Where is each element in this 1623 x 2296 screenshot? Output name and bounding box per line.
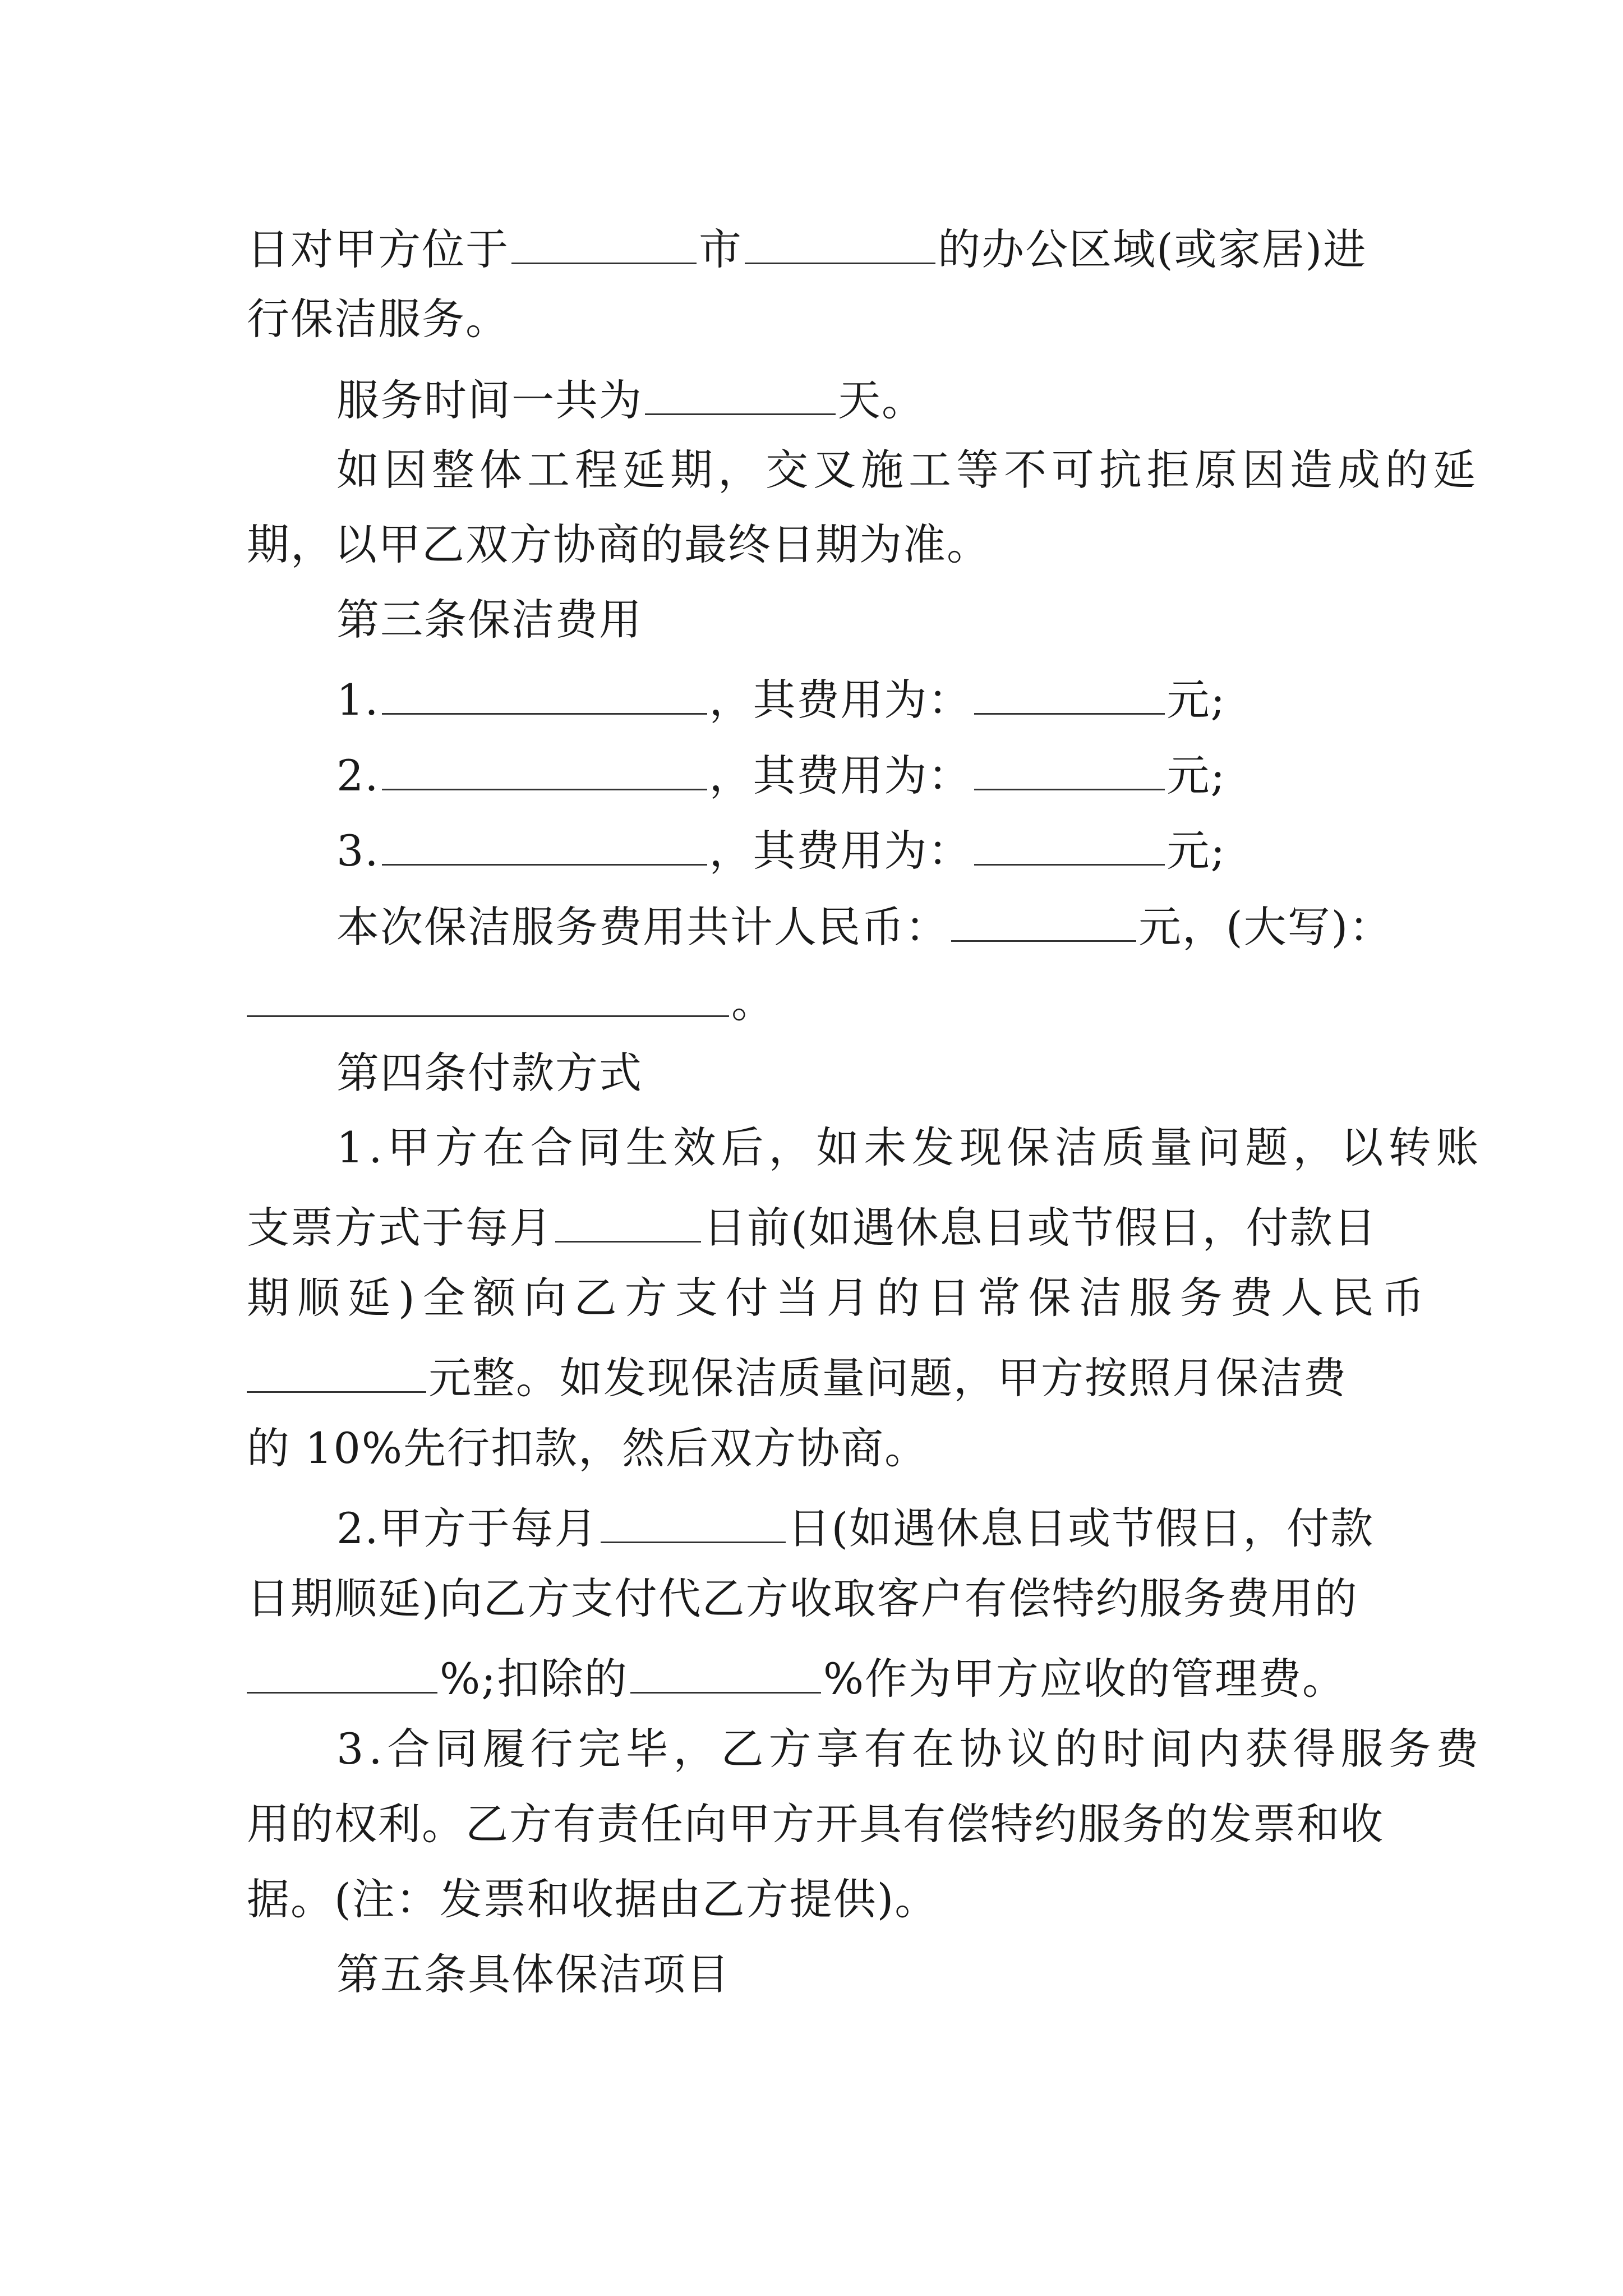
heading-text: 第四条付款方式 [336,1048,643,1098]
text-segment: 服务时间一共为 [336,375,643,425]
text-segment: %;扣除的 [440,1654,628,1704]
text-segment: %作为甲方应收的管理费。 [823,1654,1347,1704]
text-line [247,1202,1377,1253]
text-line [247,294,509,344]
item-number: 1. [336,675,380,725]
text-segment: 用的权利。乙方有责任向甲方开具有偿特约服务的发票和收 [247,1799,1384,1849]
text-segment: ，其费用为： [709,826,972,876]
text-line [247,223,1367,274]
text-line [336,1724,1484,1774]
text-line [336,1122,1484,1172]
section-heading [336,595,643,645]
text-line [336,445,1481,495]
blank-item-name [382,674,707,715]
text-segment: 行保洁服务。 [247,294,509,344]
text-line [247,976,775,1027]
blank-city [511,223,697,264]
text-line [336,374,925,425]
fee-item [336,674,1227,725]
section-heading [336,1048,643,1098]
text-segment: ，其费用为： [709,751,972,800]
blank-percent-1 [247,1653,437,1694]
text-segment: 据。(注：发票和收据由乙方提供)。 [247,1874,939,1924]
text-segment: 期顺延)全额向乙方支付当月的日常保洁服务费人民币 [247,1273,1432,1323]
text-segment: 天。 [838,375,925,425]
text-segment: 日前(如遇休息日或节假日，付款日 [703,1203,1377,1253]
text-line [247,1573,1358,1623]
blank-total-words [247,976,729,1017]
text-segment: ，其费用为： [709,675,972,725]
blank-total [951,901,1136,942]
blank-fee [974,749,1165,790]
blank-location [745,223,935,264]
text-line [247,1273,1432,1323]
heading-text: 第三条保洁费用 [336,595,643,645]
blank-percent-2 [630,1653,821,1694]
text-line [336,901,1393,952]
fee-item [336,825,1227,876]
text-line [247,519,990,569]
text-line [336,1502,1375,1553]
blank-pay-day [555,1202,701,1243]
text-segment: 日对甲方位于 [247,224,509,274]
text-line [247,1799,1384,1849]
blank-item-name [382,749,707,790]
blank-item-name [382,825,707,866]
text-segment: 元; [1166,751,1227,800]
text-line [247,1352,1347,1403]
text-segment: 日期顺延)向乙方支付代乙方收取客户有偿特约服务费用的 [247,1573,1358,1623]
text-segment: 支票方式于每月 [247,1203,553,1253]
blank-fee [974,674,1165,715]
text-segment: 。 [731,977,775,1027]
text-segment: 本次保洁服务费用共计人民币： [336,902,949,952]
heading-text: 第五条具体保洁项目 [336,1949,730,1999]
text-segment: 的办公区域(或家居)进 [938,224,1367,274]
item-number: 3. [336,826,380,876]
text-segment: 市 [699,224,743,274]
text-segment: 1.甲方在合同生效后，如未发现保洁质量问题，以转账 [336,1122,1484,1172]
section-heading [336,1949,730,1999]
text-segment: 3.合同履行完毕，乙方享有在协议的时间内获得服务费 [336,1724,1484,1774]
text-segment: 日(如遇休息日或节假日，付款 [787,1503,1375,1553]
text-segment: 期，以甲乙双方协商的最终日期为准。 [247,519,990,569]
text-segment: 元，(大写)： [1138,902,1393,952]
text-segment: 元整。如发现保洁质量问题，甲方按照月保洁费 [428,1353,1347,1403]
item-number: 2. [336,751,380,800]
text-segment: 2.甲方于每月 [336,1503,598,1553]
blank-pay-date [601,1502,786,1543]
text-line [247,1653,1347,1704]
blank-fee [974,825,1165,866]
fee-item [336,749,1227,800]
text-segment: 元; [1166,826,1227,876]
blank-days [645,374,836,415]
text-segment: 的 10%先行扣款，然后双方协商。 [247,1423,929,1473]
text-line [247,1874,939,1924]
text-segment: 元; [1166,675,1227,725]
blank-monthly-fee [247,1352,426,1393]
text-segment: 如因整体工程延期，交叉施工等不可抗拒原因造成的延 [336,445,1481,495]
text-line [247,1423,929,1473]
